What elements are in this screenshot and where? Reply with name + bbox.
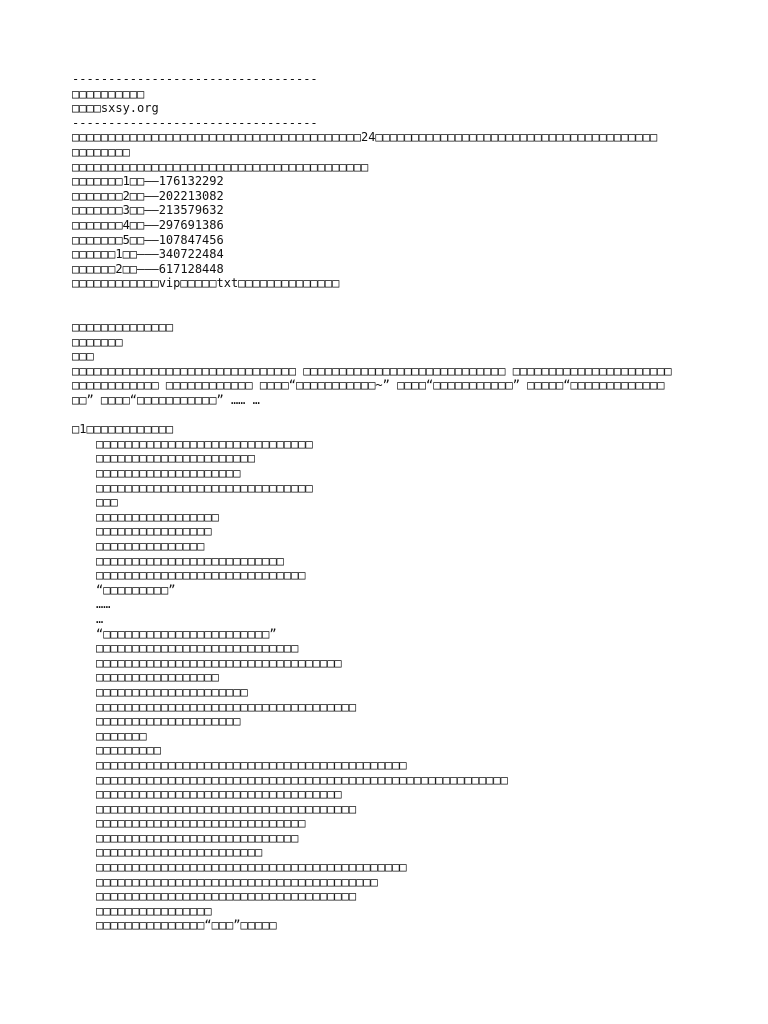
intro-line: □□□□□□□□□□□□□□□□□□□□□□□□□□□□□□□□□□□□□□□□□ bbox=[72, 159, 369, 174]
synopsis-text: □□” □□□□“□□□□□□□□□□□” …… … bbox=[72, 393, 260, 408]
chapter-paragraph-line: □□□□□□□□□□□□□□□□□□□□□□□□□□□□□□□□□□□□ bbox=[96, 889, 357, 904]
intro-group-line: □□□□□□□1□□——176132292 bbox=[72, 174, 224, 189]
chapter-body bbox=[72, 437, 712, 933]
chapter-paragraph-line: □□□□□□□□□□□□□□□□□□□□□□□□□□□□□□ bbox=[96, 436, 313, 451]
chapter-paragraph-line: □□□ bbox=[96, 495, 118, 510]
chapter-paragraph-line: □□□□□□□□□□□□□□□□□□□□□□□□□□□□□ bbox=[96, 568, 306, 583]
blank-line bbox=[72, 408, 712, 423]
intro-group-line: □□□□□□□3□□——213579632 bbox=[72, 203, 224, 218]
blank-line bbox=[72, 306, 712, 321]
chapter-paragraph-line: □□□□□□□□□□□□□□□□□ bbox=[96, 670, 219, 685]
header-rule-bottom: ---------------------------------- bbox=[72, 115, 318, 130]
intro-group-line: □□□□□□□4□□——297691386 bbox=[72, 217, 224, 232]
chapter-paragraph-line: □□□□□□□□□□□□□□□“□□□”□□□□□ bbox=[96, 918, 277, 933]
chapter-paragraph-line: □□□□□□□□□□□□□□□□□□□□□ bbox=[96, 684, 248, 699]
intro-line: □□□□□□□□□□□□vip□□□□□txt□□□□□□□□□□□□□□ bbox=[72, 276, 340, 291]
synopsis-section bbox=[72, 320, 712, 408]
chapter-paragraph-line: □□□□□□□□□□□□□□□□□□□□□□□□□□□□□□□□□□ bbox=[96, 655, 342, 670]
chapter-paragraph-line: □□□□□□□□□□□□□□□□□□□□ bbox=[96, 714, 241, 729]
chapter-paragraph-line: □□□□□□□□□□□□□□□□□□□□ bbox=[96, 466, 241, 481]
chapter-paragraph-line: □□□□□□□□□ bbox=[96, 743, 162, 758]
chapter-paragraph-line: □□□□□□□□□□□□□□□□ bbox=[96, 903, 212, 918]
chapter-paragraph-line: □□□□□□□□□□□□□□□□□□□□□□ bbox=[96, 451, 255, 466]
intro-section bbox=[72, 130, 712, 291]
intro-group-line: □□□□□□2□□———617128448 bbox=[72, 261, 224, 276]
chapter-paragraph-line: “□□□□□□□□□” bbox=[96, 582, 176, 597]
chapter-paragraph-line: □□□□□□□□□□□□□□□□□□□□□□□□□□□□□□□□□□□□ bbox=[96, 801, 357, 816]
chapter-paragraph-line: …… bbox=[96, 597, 111, 612]
chapter-paragraph-line: □□□□□□□□□□□□□□□ bbox=[96, 539, 205, 553]
synopsis-text: □□□□□□□□□□□□ □□□□□□□□□□□□ □□□□“□□□□□□□□□□□~” □□□□“□□□□□□□□□□□” □□□□□“□□□□□□□□□□□□□ bbox=[72, 378, 665, 393]
chapter-paragraph-line: □□□□□□□□□□□□□□□□□□□□□□□□□□□□□□ bbox=[96, 480, 313, 495]
intro-line: □□□□□□□□ bbox=[72, 144, 130, 159]
blank-line bbox=[72, 291, 712, 306]
synopsis-text: □□□□□□□□□□□□□□□□□□□□□□□□□□□□□□□ □□□□□□□□□□□□□□□□□□□□□□□□□□□□ □□□□□□□□□□□□□□□□□□□□□□ bbox=[72, 363, 672, 378]
chapter-paragraph-line: □□□□□□□□□□□□□□□□□□□□□□□□□□□□□□□□□□□□□□□ bbox=[96, 874, 378, 889]
intro-group-line: □□□□□□□2□□——202213082 bbox=[72, 188, 224, 203]
chapter-paragraph-line: □□□□□□□□□□□□□□□□□□□□□□□ bbox=[96, 845, 263, 860]
intro-group-line: □□□□□□1□□———340722484 bbox=[72, 247, 224, 262]
chapter-paragraph-line: □□□□□□□□□□□□□□□□□□□□□□□□□□□□□ bbox=[96, 816, 306, 831]
chapter-paragraph-line: □□□□□□□□□□□□□□□□□□□□□□□□□□□□□□□□□□□□□□□□□□□ bbox=[96, 860, 407, 875]
synopsis-label: □□□ bbox=[72, 349, 94, 364]
chapter-paragraph-line: □□□□□□□□□□□□□□□□□□□□□□□□□□□□□□□□□□ bbox=[96, 787, 342, 802]
book-author: □□□□□□□ bbox=[72, 334, 123, 349]
chapter-paragraph-line: □□□□□□□□□□□□□□□□□ bbox=[96, 509, 219, 524]
intro-group-line: □□□□□□□5□□——107847456 bbox=[72, 232, 224, 247]
chapter-paragraph-line: □□□□□□□□□□□□□□□□□□□□□□□□□□□□□□□□□□□□□□□□□□□□□□□□□□□□□□□□□ bbox=[96, 772, 508, 787]
chapter-paragraph-line: □□□□□□□□□□□□□□□□□□□□□□□□□□□□ bbox=[96, 641, 299, 656]
chapter-paragraph-line: □□□□□□□□□□□□□□□□□□□□□□□□□□ bbox=[96, 553, 284, 568]
chapter-paragraph-line: □□□□□□□□□□□□□□□□□□□□□□□□□□□□ bbox=[96, 830, 299, 845]
chapter-paragraph-line: □□□□□□□ bbox=[96, 728, 147, 743]
chapter-paragraph-line: □□□□□□□□□□□□□□□□□□□□□□□□□□□□□□□□□□□□ bbox=[96, 699, 357, 714]
chapter-paragraph-line: □□□□□□□□□□□□□□□□ bbox=[96, 524, 212, 539]
chapter-paragraph-line: “□□□□□□□□□□□□□□□□□□□□□□□” bbox=[96, 626, 277, 641]
chapter-paragraph-line: □□□□□□□□□□□□□□□□□□□□□□□□□□□□□□□□□□□□□□□□□□□ bbox=[96, 757, 407, 772]
document-page bbox=[72, 72, 712, 933]
header-rule-top: ---------------------------------- bbox=[72, 72, 318, 86]
header-line: □□□□□□□□□□ bbox=[72, 86, 145, 101]
book-title: □□□□□□□□□□□□□□ bbox=[72, 320, 174, 335]
chapter-section bbox=[72, 422, 712, 933]
header-site: □□□□sxsy.org bbox=[72, 101, 159, 116]
intro-line: □□□□□□□□□□□□□□□□□□□□□□□□□□□□□□□□□□□□□□□□24□□□□□□□□□□□□□□□□□□□□□□□□□□□□□□□□□□□□□□□ bbox=[72, 130, 658, 145]
chapter-title: □1□□□□□□□□□□□□ bbox=[72, 422, 174, 437]
chapter-paragraph-line: … bbox=[96, 611, 104, 626]
